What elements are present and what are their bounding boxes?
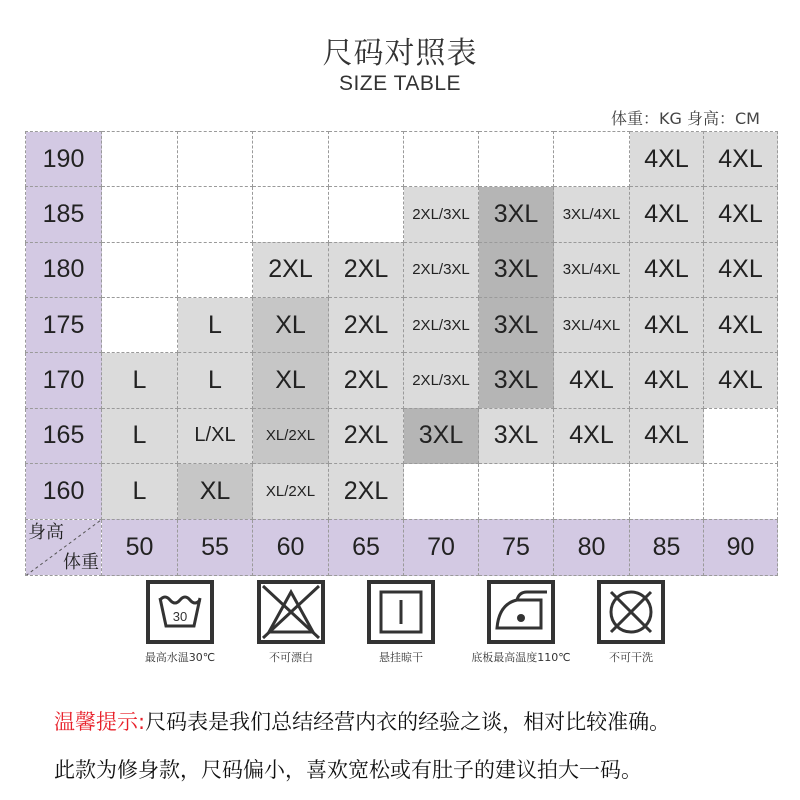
size-cell: XL	[253, 353, 329, 408]
weight-cell: 70	[404, 519, 479, 575]
size-cell	[178, 132, 253, 187]
size-cell: 2XL	[329, 298, 404, 353]
size-cell	[329, 187, 404, 242]
tip-label: 温馨提示:	[54, 710, 146, 734]
size-cell: 4XL	[630, 408, 704, 463]
size-cell	[102, 187, 178, 242]
size-cell: 4XL	[704, 353, 778, 408]
weight-cell: 75	[479, 519, 554, 575]
size-cell: 4XL	[704, 132, 778, 187]
page-subtitle: SIZE TABLE	[338, 72, 462, 95]
size-cell	[404, 464, 479, 519]
table-row	[26, 242, 778, 297]
size-cell: 2XL	[329, 242, 404, 297]
care-iron	[466, 580, 576, 665]
size-cell: XL/2XL	[253, 408, 329, 463]
size-table	[25, 131, 778, 576]
size-cell	[554, 464, 630, 519]
height-cell: 170	[26, 353, 102, 408]
size-cell: 3XL/4XL	[554, 187, 630, 242]
size-cell: XL/2XL	[253, 464, 329, 519]
size-cell	[102, 132, 178, 187]
iron-110-icon	[487, 580, 555, 644]
table-row	[26, 353, 778, 408]
size-cell: 4XL	[704, 298, 778, 353]
size-cell: L	[102, 408, 178, 463]
units-note: 体重：KG 身高：CM	[611, 109, 760, 128]
size-cell: 3XL	[479, 408, 554, 463]
table-row	[26, 464, 778, 519]
size-cell: 4XL	[704, 242, 778, 297]
size-cell: L	[102, 353, 178, 408]
size-cell	[554, 132, 630, 187]
care-wash-label: 最高水温30℃	[144, 651, 216, 664]
corner-cell	[26, 519, 102, 575]
fit-note: 此款为修身款，尺码偏小，喜欢宽松或有肚子的建议拍大一码。	[54, 758, 642, 782]
table-row	[26, 298, 778, 353]
table-row	[26, 408, 778, 463]
care-hang-label: 悬挂晾干	[379, 651, 423, 664]
care-hang	[346, 580, 456, 665]
size-cell: 4XL	[630, 242, 704, 297]
size-cell: XL	[253, 298, 329, 353]
size-cell: 4XL	[554, 353, 630, 408]
corner-height-label: 身高	[28, 521, 64, 542]
size-cell: 2XL/3XL	[404, 353, 479, 408]
size-cell: 3XL	[479, 298, 554, 353]
hang-dry-icon	[367, 580, 435, 644]
no-dry-clean-icon	[597, 580, 665, 644]
size-cell	[329, 132, 404, 187]
height-cell: 185	[26, 187, 102, 242]
weight-row	[26, 519, 778, 575]
care-dryclean	[576, 580, 686, 665]
size-cell: 2XL	[329, 408, 404, 463]
weight-cell: 55	[178, 519, 253, 575]
height-cell: 160	[26, 464, 102, 519]
care-bleach	[236, 580, 346, 665]
weight-cell: 60	[253, 519, 329, 575]
size-cell: 2XL	[329, 353, 404, 408]
no-bleach-icon	[257, 580, 325, 644]
size-cell	[404, 132, 479, 187]
size-cell: 4XL	[630, 187, 704, 242]
care-wash	[125, 580, 235, 665]
weight-cell: 80	[554, 519, 630, 575]
weight-cell: 65	[329, 519, 404, 575]
size-cell: L/XL	[178, 408, 253, 463]
size-cell	[102, 298, 178, 353]
weight-cell: 90	[704, 519, 778, 575]
size-cell: L	[178, 298, 253, 353]
height-cell: 180	[26, 242, 102, 297]
size-cell: 4XL	[630, 353, 704, 408]
size-cell: L	[102, 464, 178, 519]
size-cell: 4XL	[704, 187, 778, 242]
tip-line	[54, 706, 670, 736]
size-cell	[630, 464, 704, 519]
size-cell: L	[178, 353, 253, 408]
size-cell: 4XL	[630, 298, 704, 353]
page-title: 尺码对照表	[322, 36, 478, 71]
size-cell: XL	[178, 464, 253, 519]
size-cell	[479, 464, 554, 519]
size-cell	[253, 187, 329, 242]
tip-text: 尺码表是我们总结经营内衣的经验之谈，相对比较准确。	[145, 710, 671, 734]
corner-weight-label: 体重	[63, 552, 99, 572]
svg-text:30: 30	[172, 609, 188, 624]
size-cell: 3XL	[479, 187, 554, 242]
table-row	[26, 132, 778, 187]
size-cell: 3XL	[479, 242, 554, 297]
weight-cell: 50	[102, 519, 178, 575]
size-cell: 4XL	[554, 408, 630, 463]
size-cell	[178, 242, 253, 297]
height-cell: 190	[26, 132, 102, 187]
size-cell: 2XL/3XL	[404, 298, 479, 353]
size-cell: 2XL	[253, 242, 329, 297]
table-row	[26, 187, 778, 242]
size-cell	[253, 132, 329, 187]
size-cell: 2XL	[329, 464, 404, 519]
size-cell	[704, 408, 778, 463]
size-cell: 2XL/3XL	[404, 187, 479, 242]
weight-cell: 85	[630, 519, 704, 575]
size-cell: 3XL	[479, 353, 554, 408]
size-cell: 3XL/4XL	[554, 298, 630, 353]
care-bleach-label: 不可漂白	[269, 651, 313, 664]
height-cell: 175	[26, 298, 102, 353]
care-dryclean-label: 不可干洗	[609, 651, 653, 664]
size-cell: 3XL	[404, 408, 479, 463]
size-cell: 3XL/4XL	[554, 242, 630, 297]
size-cell	[479, 132, 554, 187]
size-cell	[704, 464, 778, 519]
size-cell	[178, 187, 253, 242]
wash-30-icon	[146, 580, 214, 644]
height-cell: 165	[26, 408, 102, 463]
size-cell	[102, 242, 178, 297]
care-iron-label: 底板最高温度110℃	[471, 651, 571, 664]
size-cell: 2XL/3XL	[404, 242, 479, 297]
size-cell: 4XL	[630, 132, 704, 187]
